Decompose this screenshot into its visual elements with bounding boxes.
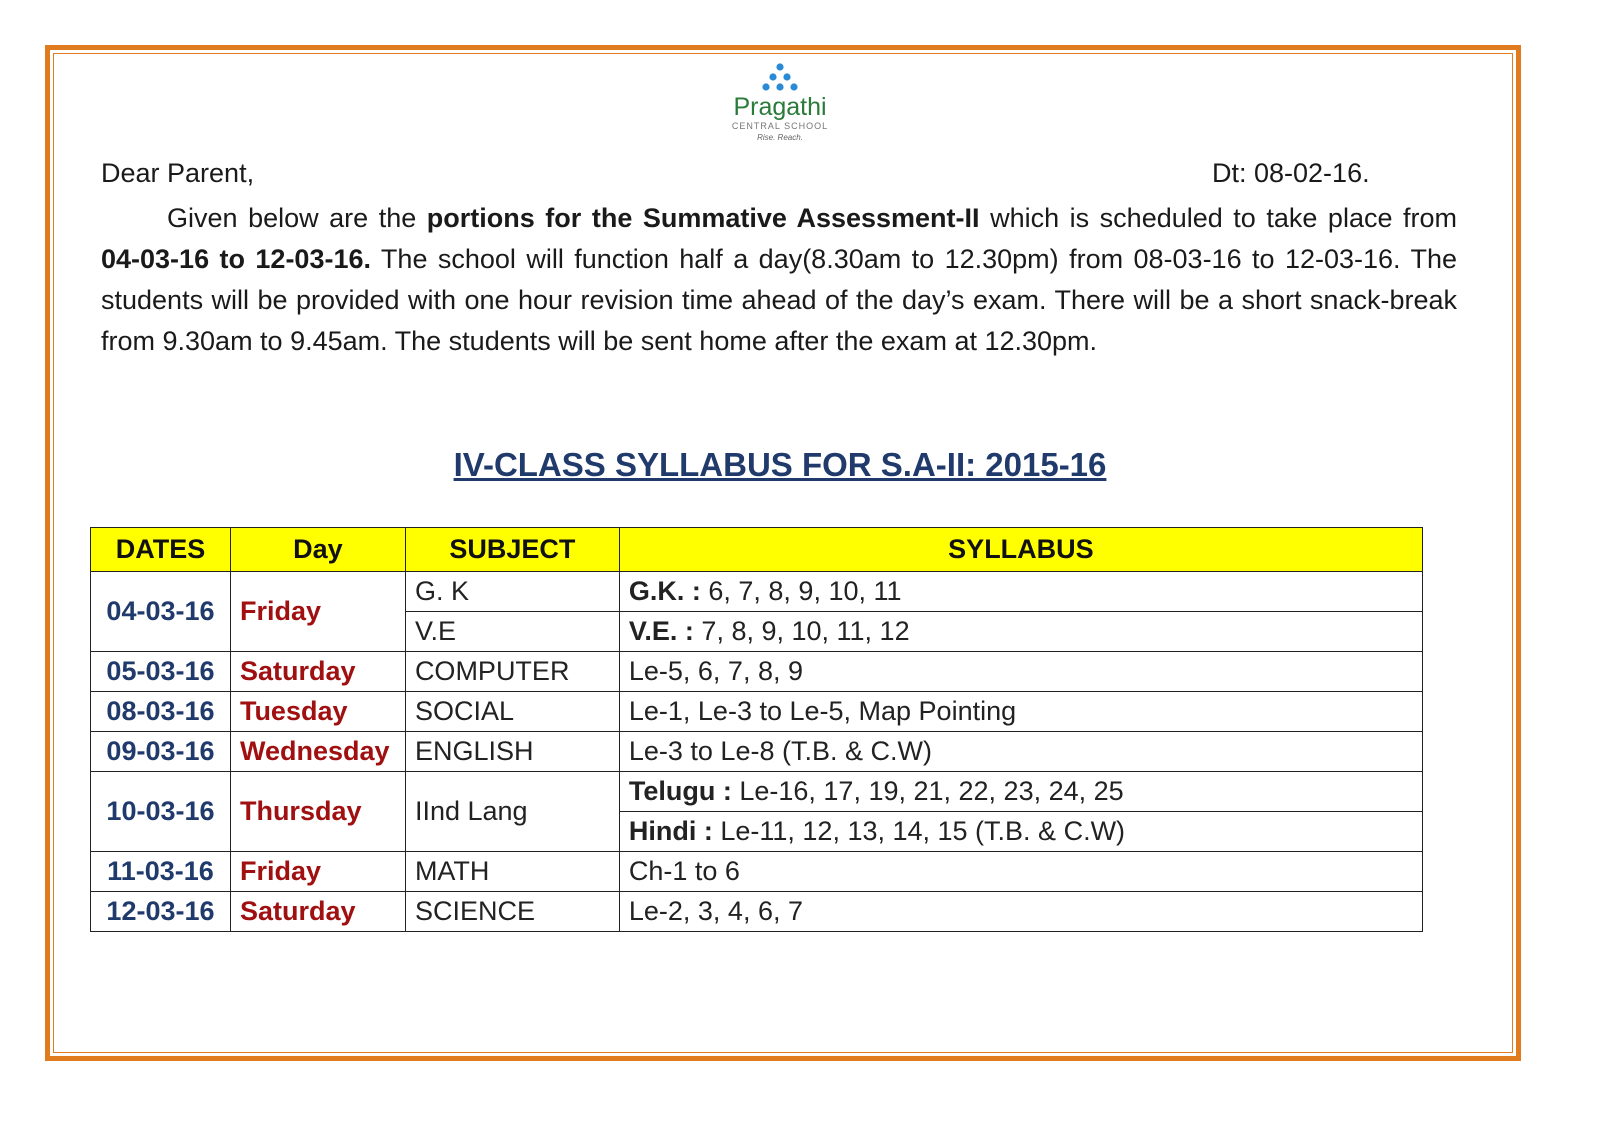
row-date: 04-03-16 (91, 572, 231, 652)
row-day: Thursday (230, 772, 405, 852)
syllabus-text: Le-11, 12, 13, 14, 15 (T.B. & C.W) (712, 816, 1126, 846)
header-dates: DATES (91, 528, 231, 572)
row-date: 05-03-16 (91, 652, 231, 692)
letter-date: Dt: 08-02-16. (1212, 158, 1370, 188)
row-subject: IInd Lang (405, 772, 619, 852)
row-subject: ENGLISH (405, 732, 619, 772)
row-subject: SOCIAL (405, 692, 619, 732)
row-day: Friday (230, 852, 405, 892)
row-date: 12-03-16 (91, 892, 231, 932)
school-logo (720, 62, 840, 157)
table-row (91, 732, 1423, 772)
row-subject: G. K (405, 572, 619, 612)
syllabus-label: G.K. : (628, 576, 701, 606)
row-day: Wednesday (230, 732, 405, 772)
row-syllabus: Le-2, 3, 4, 6, 7 (619, 892, 1422, 932)
table-row (91, 652, 1423, 692)
row-subject: COMPUTER (405, 652, 619, 692)
row-syllabus (619, 812, 1422, 852)
header-syllabus: SYLLABUS (619, 528, 1422, 572)
table-row (91, 892, 1423, 932)
row-day: Tuesday (230, 692, 405, 732)
row-date: 11-03-16 (91, 852, 231, 892)
letter-paragraph (101, 198, 1457, 362)
syllabus-text: 7, 8, 9, 10, 11, 12 (693, 616, 910, 646)
para-given: Given below are the (167, 203, 427, 233)
row-subject: V.E (405, 612, 619, 652)
row-syllabus (619, 612, 1422, 652)
table-row (91, 852, 1423, 892)
header-day: Day (230, 528, 405, 572)
row-syllabus (619, 772, 1422, 812)
para-rest: The school will function half a day(8.30am to 12.30pm) from 08-03-16 to 12-03-16. The students will be provided with one hour revision time ahead of the day’s exam. There will be a short snack-break from 9.30am to 9.45am. The students will be sent home after the exam at 12.30pm. (101, 244, 1457, 356)
salutation: Dear Parent, (101, 158, 255, 188)
row-syllabus (619, 572, 1422, 612)
syllabus-label: Telugu : (628, 776, 732, 806)
table-row (91, 772, 1423, 812)
para-scheduled: which is scheduled to take place from (979, 203, 1458, 233)
para-dates: 04-03-16 to 12-03-16. (101, 244, 371, 274)
syllabus-label: Hindi : (628, 816, 713, 846)
syllabus-table (90, 527, 1423, 932)
logo-name: Pragathi (733, 93, 827, 121)
row-date: 09-03-16 (91, 732, 231, 772)
row-day: Saturday (230, 652, 405, 692)
row-subject: MATH (405, 852, 619, 892)
table-row (91, 572, 1423, 612)
syllabus-label: V.E. : (628, 616, 694, 646)
row-day: Friday (230, 572, 405, 652)
row-date: 08-03-16 (91, 692, 231, 732)
row-day: Saturday (230, 892, 405, 932)
row-syllabus: Le-3 to Le-8 (T.B. & C.W) (619, 732, 1422, 772)
table-header-row (91, 528, 1423, 572)
row-syllabus: Le-1, Le-3 to Le-5, Map Pointing (619, 692, 1422, 732)
row-syllabus: Le-5, 6, 7, 8, 9 (619, 652, 1422, 692)
syllabus-text: Le-16, 17, 19, 21, 22, 23, 24, 25 (731, 776, 1124, 806)
syllabus-text: 6, 7, 8, 9, 10, 11 (700, 576, 902, 606)
header-subject: SUBJECT (405, 528, 619, 572)
row-subject: SCIENCE (405, 892, 619, 932)
syllabus-heading: IV-CLASS SYLLABUS FOR S.A-II: 2015-16 (453, 446, 1107, 483)
logo-dots-icon (760, 62, 800, 94)
table-row (91, 692, 1423, 732)
logo-tagline: Rise. Reach. (757, 133, 803, 142)
row-date: 10-03-16 (91, 772, 231, 852)
para-portions: portions for the Summative Assessment-II (426, 203, 980, 233)
row-syllabus: Ch-1 to 6 (619, 852, 1422, 892)
logo-subtitle: CENTRAL SCHOOL (731, 121, 829, 131)
